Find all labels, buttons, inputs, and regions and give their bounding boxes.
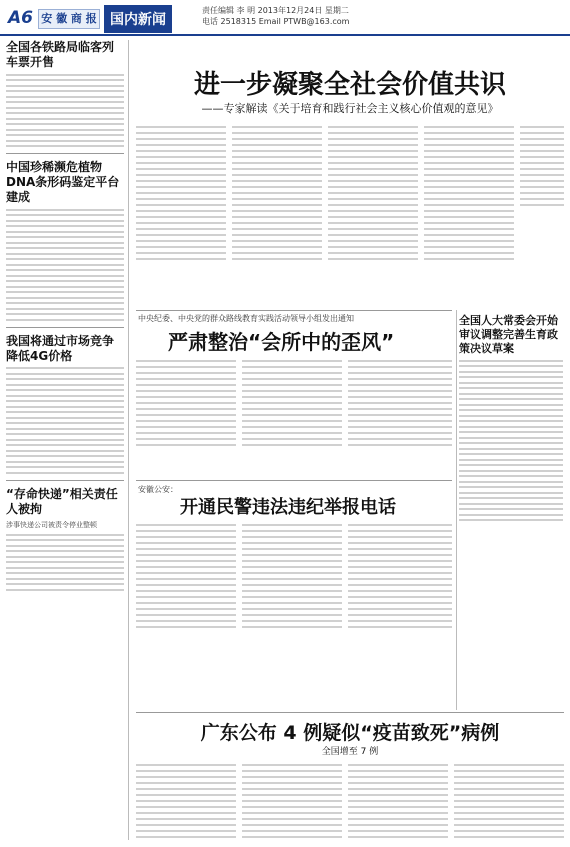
main-subheadline: ——专家解读《关于培育和践行社会主义核心价值观的意见》 xyxy=(201,102,499,115)
news-headline: 我国将通过市场竞争降低4G价格 xyxy=(6,333,115,363)
divider xyxy=(136,310,452,311)
header-meta xyxy=(202,5,349,27)
news-headline: 中国珍稀濒危植物DNA条形码鉴定平台建成 xyxy=(6,160,120,204)
main-article-text xyxy=(136,122,226,264)
article-text xyxy=(242,760,342,842)
section-title: 国内新闻 xyxy=(104,5,172,33)
story-headline: 广东公布 4 例疑似“疫苗致死”病例 xyxy=(200,722,500,744)
article-text xyxy=(6,209,124,321)
article-text xyxy=(136,356,236,450)
news-headline: 全国各铁路局临客列车票开售 xyxy=(6,40,115,69)
editor-date-line: 责任编辑 李 明 2013年12月24日 星期二 xyxy=(202,6,349,15)
main-article-text xyxy=(232,122,322,264)
news-headline: “存命快递”相关责任人被拘 xyxy=(6,486,118,516)
news-headline: 全国人大常委会开始审议调整完善生育政策决议草案 xyxy=(459,314,558,355)
contact-line: 电话 2518315 Email PTWB@163.com xyxy=(202,17,350,26)
divider xyxy=(6,327,124,328)
divider xyxy=(6,153,124,154)
right-column xyxy=(459,314,563,525)
story-kicker: 安徽公安： xyxy=(138,485,178,494)
article-text xyxy=(6,74,124,148)
main-article-text xyxy=(328,122,418,264)
main-article-text xyxy=(520,122,564,210)
article-text xyxy=(459,360,563,522)
article-text xyxy=(6,534,124,591)
article-text xyxy=(136,760,236,842)
header-rule xyxy=(0,34,570,36)
article-text xyxy=(242,356,342,450)
story-headline: 严肃整治“会所中的歪风” xyxy=(168,330,395,354)
news-subheadline: 涉事快递公司被责令停业整顿 xyxy=(6,520,97,529)
story-subheadline: 全国增至 7 例 xyxy=(321,747,379,757)
page-header xyxy=(0,0,570,36)
divider xyxy=(136,712,564,713)
article-text xyxy=(6,367,124,474)
article-text xyxy=(348,356,452,450)
column-divider xyxy=(128,40,129,840)
page-number: A6 xyxy=(8,8,33,28)
divider xyxy=(6,480,124,481)
main-headline: 进一步凝聚全社会价值共识 xyxy=(193,70,506,100)
column-divider xyxy=(456,310,457,710)
article-text xyxy=(136,520,236,632)
divider xyxy=(136,480,452,481)
story-headline: 开通民警违法违纪举报电话 xyxy=(180,497,396,518)
newspaper-logo: 安 徽 商 报 xyxy=(38,9,100,29)
main-article-text xyxy=(424,122,514,264)
left-column xyxy=(6,40,124,594)
article-text xyxy=(242,520,342,632)
article-text xyxy=(348,760,448,842)
article-text xyxy=(348,520,452,632)
article-text xyxy=(454,760,564,842)
story-kicker: 中央纪委、中央党的群众路线教育实践活动领导小组发出通知 xyxy=(138,314,354,323)
